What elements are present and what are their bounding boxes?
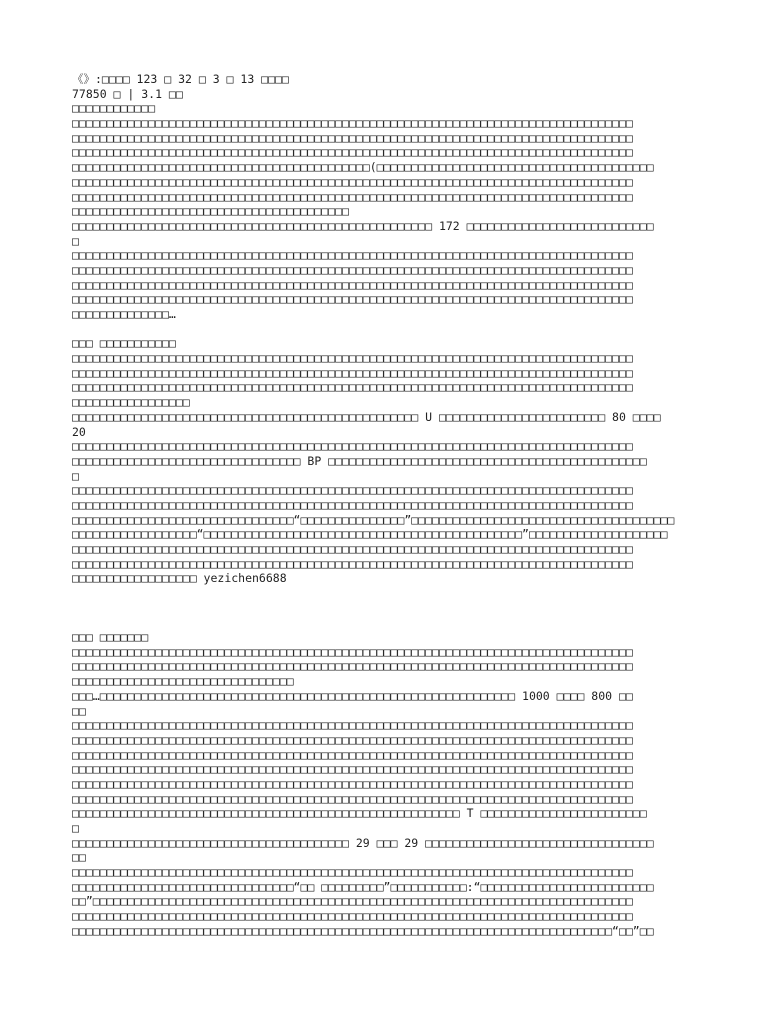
text-line: □□□□□□□□□□□□□□□□□□□□□□□□□□□□□□□□□□□□□□□□□□□□□□□□□□□□□□□□□□□□□□□□□□□□□□□□□□□□□□□□□	[72, 145, 633, 160]
text-line: □□□□□□□□□□□□□□□□□□□□□□□□□□□□□□□□□□□□□□□□□□□(□□□□□□□□□□□□□□□□□□□□□□□□□□□□□□□□□□□□□□□□	[72, 160, 654, 175]
text-line: 20	[72, 424, 86, 439]
text-line: □□□□□□□□□□□□□□□□□□□□□□□□□□□□□□□□□□□□□□□□□□□□□□□□□□□□□□□□□□□□□□□□□□□□□□□□□□□□□□□□□	[72, 292, 633, 307]
review-heading: □□□ □□□□□□□	[72, 630, 149, 645]
review-section-1	[72, 336, 704, 586]
text-line: □□□□□□□□□□□□□□□□□□□□□□□□□□□□□□□□“□□□□□□□□□□□□□□□”□□□□□□□□□□□□□□□□□□□□□□□□□□□□□□□□□□□□□□	[72, 512, 675, 527]
reviewer-signature-line: □□□□□□□□□□□□□□□□□□ yezichen6688	[72, 571, 287, 586]
book-subtitle-line: □□□□□□□□□□□□	[72, 101, 156, 116]
text-line: □□□□□□□□□□□□□□□□□□□□□□□□□□□□□□□□□□□□□□□□□□□□□□□□□□□□□□□□□□□□□□□□□□□□□□□□□□□□□□□□□	[72, 762, 633, 777]
text-line: □□□□□□□□□□□□□□□□□□□□□□□□□□□□□□□□□□□□□□□□□□□□□□□□□□□□□□□□□□□□□□□□□□□□□□□□□□□□□□□□□	[72, 556, 633, 571]
text-line: □□□□□□□□□□□□□□□□□□□□□□□□□□□□□□□□□□□□□□□□□□□□□□□□□□□□□□□□□□□□□□□□□□□□□□□□□□□□□□□□□	[72, 174, 633, 189]
text-line: □□□□□□□□□□□□□□□□□□“□□□□□□□□□□□□□□□□□□□□□□□□□□□□□□□□□□□□□□□□□□□□□□”□□□□□□□□□□□□□□□□□□□□	[72, 527, 668, 542]
text-line: □□□□□□□□□□□□□□□□□□□□□□□□□□□□□□□□□□□□□□□□□□□□□□□□□□□□□□□□□□□□□□□□□□□□□□□□□□□□□□□□□	[72, 747, 633, 762]
intro-paragraph	[72, 116, 704, 322]
text-line: □□	[72, 703, 86, 718]
text-line: □□□□□□□□□□□□□□□□□□□□□□□□□□□□□□□□□□□□□□□□□□□□□□□□□□□□□□□□□□□□□□□□□□□□□□□□□□□□□□□□□	[72, 439, 633, 454]
text-line: □□□□□□□□□□□□□□□□□□□□□□□□□□□□□□□□□□□□□□□□□□□□□□□□□□□□□□□□□□□□□□□□□□□□□□□□□□□□□□□□□	[72, 776, 633, 791]
text-line: □□□□□□□□□□□□□□□□□□□□□□□□□□□□□□□□□□□□□□□□□□□□□□□□□□□□□□□□□□□□□□□□□□□□□□□□□□□□□□□□□	[72, 365, 633, 380]
text-line: □□”□□□□□□□□□□□□□□□□□□□□□□□□□□□□□□□□□□□□□□□□□□□□□□□□□□□□□□□□□□□□□□□□□□□□□□□□□□□□□□	[72, 894, 633, 909]
text-line: □□□□□□□□□□□□□□□□□□□□□□□□□□□□□□□□□□□□□□□□□□□□□□□□□□□□□□□□□□□□□□□□□□□□□□□□□□□□□□□□□	[72, 262, 633, 277]
text-line: □□	[72, 850, 86, 865]
text-line: □□□□□□□□□□□□□□…	[72, 307, 176, 321]
text-line: □□□□□□□□□□□□□□□□□□□□□□□□□□□□□□□□□□□□□□□□□□□□□□□□□□□□□□□□□□□□□□□□□□□□□□□□□□□□□□□□□	[72, 497, 633, 512]
text-line: □□□□□□□□□□□□□□□□□□□□□□□□□□□□□□□□□□□□□□□□□□□□□□□□□□□□□□□□□□□□□□□□□□□□□□□□□□□□□□□□□	[72, 542, 633, 556]
text-line: □□□□□□□□□□□□□□□□□□□□□□□□□□□□□□□□□□□□□□□□□□□□□□□□□□□□□□□□□□□□□□□□□□□□□□□□□□□□□□□□□	[72, 248, 633, 263]
document-page	[72, 72, 704, 939]
book-meta-line: 《》:□□□□ 123 □ 32 □ 3 □ 13 □□□□	[72, 72, 289, 86]
text-line: □□□□□□□□□□□□□□□□□□□□□□□□□□□□□□□□□□□□□□□□□□□□□□□□□□□□□□□□□□□□□□□□□□□□□□□□□□□□□□□□□	[72, 865, 633, 880]
text-line: □□□□□□□□□□□□□□□□□□□□□□□□□□□□□□□□□□□□□□□□	[72, 204, 349, 219]
text-line: □□□□□□□□□□□□□□□□□□□□□□□□□□□□□□□□	[72, 674, 294, 689]
text-line: □□□□□□□□□□□□□□□□□□□□□□□□□□□□□□□□□ BP □□□□□□□□□□□□□□□□□□□□□□□□□□□□□□□□□□□□□□□□□□□□□□	[72, 453, 647, 468]
text-line: □□□□□□□□□□□□□□□□□□□□□□□□□□□□□□□□□□□□□□□□□□□□□□□□□□□□□□□□□□□□□□□□□□□□□□□□□□□□□□□□□	[72, 351, 633, 366]
text-line: □□□□□□□□□□□□□□□□□□□□□□□□□□□□□□□□□□□□□□□□□□□□□□□□□□ U □□□□□□□□□□□□□□□□□□□□□□□□ 80 □□□□	[72, 409, 661, 424]
section-gap	[72, 586, 704, 630]
text-line: □	[72, 821, 79, 835]
text-line: □□□□□□□□□□□□□□□□□□□□□□□□□□□□□□□□□□□□□□□□ 29 □□□ 29 □□□□□□□□□□□□□□□□□□□□□□□□□□□□□□□□□	[72, 835, 654, 850]
text-line: □□□□□□□□□□□□□□□□□□□□□□□□□□□□□□□□□□□□□□□□□□□□□□□□□□□□□□□□□□□□□□□□□□□□□□□□□□□□□□□□□	[72, 718, 633, 733]
text-line: □□□□□□□□□□□□□□□□□□□□□□□□□□□□□□□□□□□□□□□□□□□□□□□□□□□□□□□□□□□□□□□□□□□□□□□□□□□□□□□□□	[72, 380, 633, 395]
paragraph-gap	[72, 322, 704, 337]
book-stats-line: 77850 □ | 3.1 □□	[72, 86, 183, 101]
text-line: □□□□□□□□□□□□□□□□□□□□□□□□□□□□□□□□“□□ □□□□□□□□□”□□□□□□□□□□□:“□□□□□□□□□□□□□□□□□□□□□□□□□	[72, 879, 654, 894]
text-line: □□□□□□□□□□□□□□□□□□□□□□□□□□□□□□□□□□□□□□□□□□□□□□□□□□□□□□□□ T □□□□□□□□□□□□□□□□□□□□□□□□	[72, 806, 647, 821]
text-line: □□□□□□□□□□□□□□□□□□□□□□□□□□□□□□□□□□□□□□□□□□□□□□□□□□□□□□□□□□□□□□□□□□□□□□□□□□□□□□□□□	[72, 130, 633, 145]
text-line: □□□□□□□□□□□□□□□□□□□□□□□□□□□□□□□□□□□□□□□□□□□□□□□□□□□□□□□□□□□□□□□□□□□□□□□□□□□□□□□□□	[72, 277, 633, 292]
text-line: □□□□□□□□□□□□□□□□□□□□□□□□□□□□□□□□□□□□□□□□□□□□□□□□□□□□ 172 □□□□□□□□□□□□□□□□□□□□□□□□□□□	[72, 218, 654, 233]
text-line: □□□□□□□□□□□□□□□□□□□□□□□□□□□□□□□□□□□□□□□□□□□□□□□□□□□□□□□□□□□□□□□□□□□□□□□□□□□□□□□□□	[72, 732, 633, 747]
review-section-2	[72, 630, 704, 938]
text-line: □	[72, 233, 79, 248]
text-line: □	[72, 468, 79, 483]
text-line: □□□□□□□□□□□□□□□□□□□□□□□□□□□□□□□□□□□□□□□□□□□□□□□□□□□□□□□□□□□□□□□□□□□□□□□□□□□□□□“□□”□□	[72, 923, 654, 938]
text-line: □□□…□□□□□□□□□□□□□□□□□□□□□□□□□□□□□□□□□□□□□□□□□□□□□□□□□□□□□□□□□□□□ 1000 □□□□ 800 □□	[72, 688, 633, 703]
text-line: □□□□□□□□□□□□□□□□□□□□□□□□□□□□□□□□□□□□□□□□□□□□□□□□□□□□□□□□□□□□□□□□□□□□□□□□□□□□□□□□□	[72, 116, 633, 131]
review-heading: □□□ □□□□□□□□□□□	[72, 336, 176, 351]
text-line: □□□□□□□□□□□□□□□□□□□□□□□□□□□□□□□□□□□□□□□□□□□□□□□□□□□□□□□□□□□□□□□□□□□□□□□□□□□□□□□□□	[72, 791, 633, 806]
text-line: □□□□□□□□□□□□□□□□□□□□□□□□□□□□□□□□□□□□□□□□□□□□□□□□□□□□□□□□□□□□□□□□□□□□□□□□□□□□□□□□□	[72, 483, 633, 498]
text-line: □□□□□□□□□□□□□□□□□□□□□□□□□□□□□□□□□□□□□□□□□□□□□□□□□□□□□□□□□□□□□□□□□□□□□□□□□□□□□□□□□	[72, 189, 633, 204]
text-line: □□□□□□□□□□□□□□□□□□□□□□□□□□□□□□□□□□□□□□□□□□□□□□□□□□□□□□□□□□□□□□□□□□□□□□□□□□□□□□□□□	[72, 909, 633, 924]
text-line: □□□□□□□□□□□□□□□□□	[72, 395, 190, 410]
text-line: □□□□□□□□□□□□□□□□□□□□□□□□□□□□□□□□□□□□□□□□□□□□□□□□□□□□□□□□□□□□□□□□□□□□□□□□□□□□□□□□□	[72, 644, 633, 659]
text-line: □□□□□□□□□□□□□□□□□□□□□□□□□□□□□□□□□□□□□□□□□□□□□□□□□□□□□□□□□□□□□□□□□□□□□□□□□□□□□□□□□	[72, 659, 633, 674]
